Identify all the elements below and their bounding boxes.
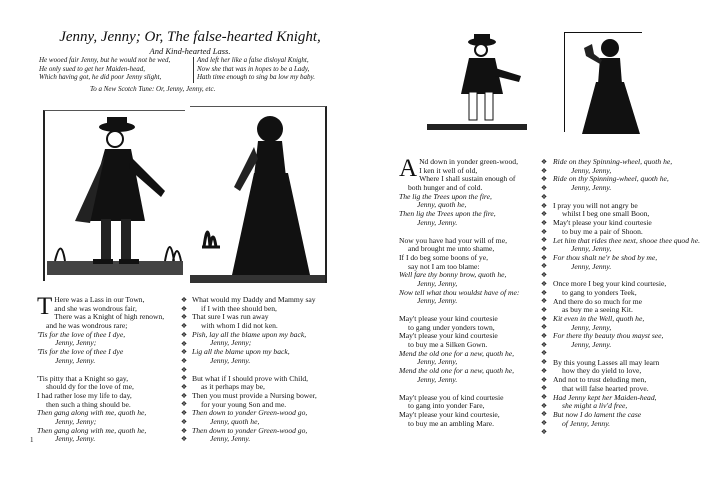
verse-line: Here was a Lass in our Town, [54, 295, 145, 304]
verse-line: The lig the Trees upon the fire, [399, 191, 492, 201]
verse-line: Let him that rides thee next, shooe thee quod he. [553, 235, 700, 245]
verse-line: Pish, lay all the blame upon my back, [192, 329, 307, 339]
ornament-divider-right: ❖ ❖ ❖ ❖ ❖ ❖ ❖ ❖ ❖ ❖ ❖ ❖ ❖ ❖ ❖ ❖ ❖ ❖ ❖ ❖ ❖ ❖ ❖ ❖ ❖ ❖ ❖ ❖ ❖ ❖ ❖ ❖ [540, 158, 548, 436]
verse-line: should dy for the love of me, [46, 382, 134, 392]
verse-line: And not to trust deluding men, [553, 375, 647, 385]
verse-line: Jenny, Jenny, [571, 244, 612, 254]
verse-line: Nd down in yonder green-wood, [419, 157, 518, 166]
verse-line: Jenny, Jenny. [417, 374, 458, 384]
stanza-column-1 [37, 293, 187, 444]
verse-line: to buy me a Silken Gown. [408, 340, 488, 350]
verse-line: May't please your kind courtesie [553, 218, 652, 228]
verse-line: to buy me a pair of Shoon. [562, 226, 643, 236]
verse-line: And there do so much for me [553, 296, 642, 306]
verse-line: That sure I was run away [192, 312, 269, 322]
verse-line: Kit even in the Well, quoth he, [553, 314, 645, 323]
tune-note: To a New Scotch Tune: Or, Jenny, Jenny, etc. [90, 85, 216, 93]
verse-line: 'Tis for the love of thee I dye [37, 347, 124, 357]
verse-line: Jenny, Jenny. [55, 434, 96, 444]
maiden-woodcut [560, 30, 645, 140]
verse-line: For thou shalt ne'r be shod by me, [553, 252, 658, 262]
verse-line: Jenny, Jenny. [210, 355, 251, 365]
intro-divider [193, 57, 194, 83]
verse-line: Lig all the blame upon my back, [192, 347, 290, 357]
drop-cap: A [399, 155, 418, 182]
verse-line: to gang to yonders Teek, [562, 287, 637, 297]
verse-line: May't please your kind courtesie [399, 314, 498, 323]
verse-line: both hunger and of cold. [408, 183, 483, 193]
verse-line: 'Tis pitty that a Knight so gay, [37, 373, 129, 383]
verse-line: But what if I should prove with Child, [192, 373, 309, 383]
verse-line: of Jenny, Jenny. [562, 418, 611, 428]
intro-verse-right [197, 56, 315, 82]
verse-line: for your young Son and me. [201, 399, 287, 409]
verse-line: Then you must provide a Nursing bower, [192, 390, 317, 400]
verse-line: Had Jenny kept her Maiden-head, [553, 392, 657, 402]
verse-line: Jenny, Jenny, [571, 165, 612, 175]
verse-line: Then down to yonder Green-wood go, [192, 425, 308, 435]
fiddler-woodcut [425, 32, 530, 132]
intro-line: And left her like a false disloyal Knight, [197, 56, 309, 64]
intro-line: Now she that was in hopes to be a Lady, [197, 64, 310, 73]
verse-line: how they do yield to love, [562, 366, 642, 376]
verse-line: Jenny, Jenny. [417, 217, 458, 227]
verse-line: as it perhaps may be, [201, 382, 265, 392]
verse-line: Now you have had your will of me, [399, 235, 507, 245]
verse-line: and she was wondrous fair, [54, 303, 137, 313]
knight-woodcut [43, 110, 185, 281]
verse-line: Jenny, Jenny, [571, 322, 612, 332]
intro-line: Hath time enough to sing ba low my baby. [197, 73, 316, 82]
verse-line: with whom I did not ken. [201, 321, 278, 331]
verse-line: Where I shall sustain enough of [419, 174, 516, 184]
verse-line: Then gang along with me, quoth he, [37, 425, 147, 435]
verse-line: that will false hearted prove. [562, 383, 649, 393]
verse-line: Jenny, Jenny; [55, 416, 97, 426]
verse-line: Jenny, Jenny; [55, 338, 97, 348]
verse-line: May't please you of kind courtesie [399, 392, 504, 402]
verse-line: Mend the old one for a new, quoth he, [399, 348, 515, 358]
verse-line: whilst I beg one small Boon, [562, 209, 650, 219]
verse-line: if I with thee should ben, [201, 303, 277, 313]
verse-line: Jenny, quoth he, [417, 200, 467, 210]
verse-line: Jenny, Jenny. [210, 434, 251, 444]
verse-line: Jenny, quoth he, [210, 416, 260, 426]
verse-line: What would my Daddy and Mammy say [192, 295, 316, 304]
intro-line: Which having got, he did poor Jenny slight, [39, 73, 162, 82]
verse-line: Jenny, Jenny, [417, 278, 458, 288]
lady-woodcut [190, 106, 327, 283]
verse-line: I pray you will not angry be [553, 200, 638, 210]
stanza-column-3 [399, 155, 539, 428]
verse-line: Jenny, Jenny. [571, 340, 612, 350]
intro-line: He wooed fair Jenny, but he would not be wed, [39, 56, 171, 64]
ornament-divider-left: ❖ ❖ ❖ ❖ ❖ ❖ ❖ ❖ ❖ ❖ ❖ ❖ ❖ ❖ ❖ ❖ ❖ [180, 296, 188, 444]
intro-line: He only sued to get her Maiden-head, [39, 64, 145, 73]
verse-line: By this young Lasses all may learn [553, 357, 660, 367]
drop-cap: T [37, 293, 53, 320]
verse-line: Jenny, Jenny. [571, 183, 612, 193]
verse-line: she might a liv'd free, [562, 401, 628, 411]
verse-line: Then gang along with me, quoth he, [37, 408, 147, 418]
ballad-subtitle: And Kind-hearted Lass. [149, 46, 231, 56]
verse-line: to buy me an ambling Mare. [408, 418, 495, 428]
stanza-column-4 [553, 158, 723, 428]
intro-verse-left [39, 56, 170, 82]
verse-line: Jenny, Jenny. [55, 355, 96, 365]
verse-line: May't please your kind courtesie, [399, 409, 500, 419]
verse-line: Jenny, Jenny. [571, 261, 612, 271]
stanza-column-2 [192, 296, 342, 444]
verse-line: But now I do lament the case [553, 409, 642, 419]
verse-line: Then lig the Trees upon the fire, [399, 209, 496, 219]
verse-line: I ken it well of old, [419, 165, 478, 175]
verse-line: Then down to yonder Green-wood go, [192, 408, 308, 418]
verse-line: Ride on thy Spinning-wheel, quoth he, [553, 174, 669, 184]
ballad-title: Jenny, Jenny; Or, The false-hearted Knight, [59, 29, 321, 45]
verse-line: 'Tis for the love of thee I dye, [37, 329, 126, 339]
verse-line: If I do beg some boons of ye, [399, 252, 488, 262]
verse-line: then such a thing should be. [46, 399, 131, 409]
verse-line: and brought me unto shame, [408, 244, 495, 254]
verse-line: May't please your kind courtesie [399, 331, 498, 341]
verse-line: Mend the old one for a new, quoth he, [399, 366, 515, 376]
verse-line: For there thy beauty thou mayst see, [553, 331, 664, 341]
verse-line: and he was wondrous rare; [46, 321, 128, 331]
verse-line: Jenny, Jenny; [210, 338, 252, 348]
verse-line: Jenny, Jenny. [417, 296, 458, 306]
verse-line: Jenny, Jenny, [417, 357, 458, 367]
verse-line: Now tell what thou wouldst have of me: [399, 287, 520, 297]
verse-line: There was a Knight of high renown, [54, 312, 165, 322]
verse-line: Well fare thy bonny brow, quoth he, [399, 270, 507, 280]
verse-line: Once more I beg your kind courtesie, [553, 279, 667, 289]
verse-line: to gang under yonders town, [408, 322, 495, 332]
verse-line: to gang into yonder Fare, [408, 401, 485, 411]
page-number: 1 [30, 436, 34, 444]
verse-line: as buy me a seeing Kit. [562, 305, 633, 315]
verse-line: Ride on they Spinning-wheel, quoth he, [553, 157, 673, 166]
verse-line: I had rather lose my life to day, [37, 390, 132, 400]
verse-line: say not I am too blame: [408, 261, 480, 271]
